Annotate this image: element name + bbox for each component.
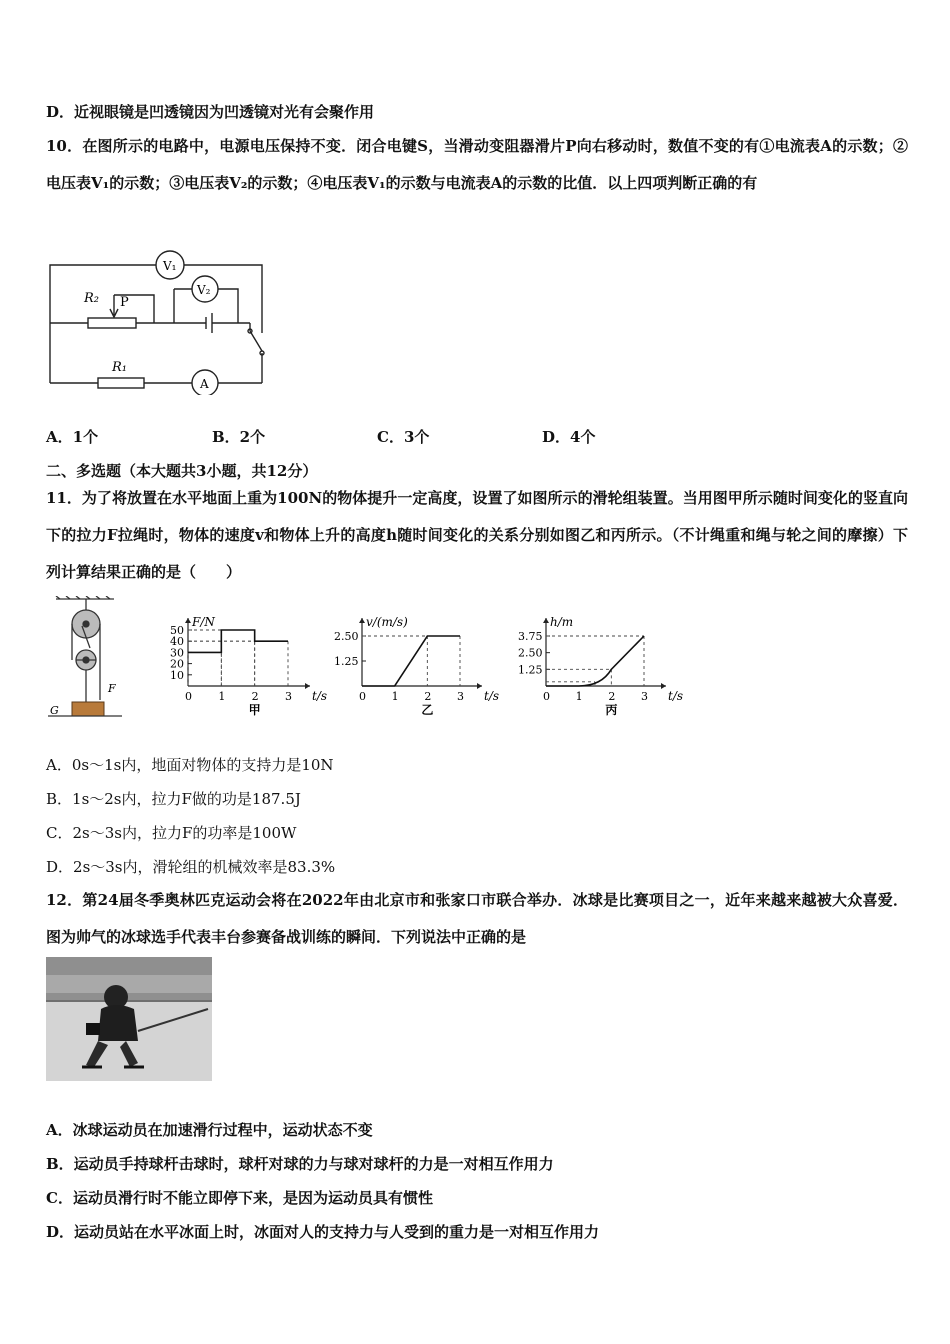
- r1-label: R₁: [112, 360, 127, 375]
- v2-label: V₂: [197, 283, 211, 297]
- y-axis-label: h/m: [550, 615, 574, 629]
- y-tick-label: 50: [170, 624, 184, 637]
- q12-option-c[interactable]: C．运动员滑行时不能立即停下来，是因为运动员具有惯性: [46, 1189, 433, 1207]
- series-line: [362, 636, 460, 686]
- y-tick-label: 10: [170, 668, 184, 682]
- v1-label: V₁: [163, 259, 177, 273]
- x-tick-label: 1: [575, 690, 583, 703]
- chart-title: 乙: [421, 703, 434, 716]
- p-label: P: [120, 295, 129, 310]
- graph-bing: [500, 610, 696, 716]
- x-tick-label: 0: [543, 690, 550, 703]
- x-tick-label: 0: [185, 690, 192, 703]
- x-tick-label: 3: [641, 690, 648, 703]
- chart-title: 丙: [605, 703, 618, 716]
- y-tick-label: 1.25: [334, 655, 359, 668]
- x-tick-label: 2: [424, 690, 432, 703]
- y-tick-label: 20: [170, 657, 184, 671]
- x-axis-label: t/s: [312, 689, 328, 703]
- q12-option-a[interactable]: A．冰球运动员在加速滑行过程中，运动状态不变: [46, 1121, 373, 1139]
- r2-label: R₂: [84, 291, 99, 306]
- y-axis-label: v/(m/s): [366, 615, 408, 629]
- x-tick-label: 3: [457, 690, 464, 703]
- q11-option-b[interactable]: B．1s～2s内，拉力F做的功是187.5J: [46, 790, 301, 808]
- x-axis-label: t/s: [484, 689, 500, 703]
- y-axis-label: F/N: [192, 615, 215, 629]
- q11-option-d[interactable]: D．2s～3s内，滑轮组的机械效率是83.3%: [46, 858, 336, 876]
- weight-block: [72, 702, 104, 716]
- y-tick-label: 3.75: [518, 630, 543, 643]
- y-tick-label: 30: [170, 646, 184, 660]
- y-tick-label: 1.25: [518, 663, 543, 677]
- q12-stem: 12．第24届冬季奥林匹克运动会将在2022年由北京市和张家口市联合举办．冰球是比赛项目之一，近年来越来越被大众喜爱．图为帅气的冰球选手代表丰台参赛备战训练的瞬间．下列说法中正确的是: [46, 891, 908, 946]
- q9-option-d: D．近视眼镜是凹透镜因为凹透镜对光有会聚作用: [46, 103, 375, 121]
- q12-option-d[interactable]: D．运动员站在水平冰面上时，冰面对人的支持力与人受到的重力是一对相互作用力: [46, 1223, 600, 1241]
- x-axis-label: t/s: [668, 689, 684, 703]
- y-tick-label: 2.50: [334, 630, 359, 643]
- chart-title: 甲: [248, 703, 261, 716]
- x-tick-label: 2: [251, 690, 259, 703]
- y-tick-label: 40: [170, 635, 184, 649]
- x-tick-label: 1: [218, 690, 226, 703]
- x-axis-arrow: [661, 683, 666, 689]
- q11-option-c[interactable]: C．2s～3s内，拉力F的功率是100W: [46, 824, 297, 842]
- q10-option-b[interactable]: B．2个: [212, 428, 266, 446]
- graph-jia: [160, 610, 340, 716]
- y-axis-arrow: [543, 618, 549, 623]
- series-line: [546, 636, 644, 686]
- x-tick-label: 3: [285, 690, 292, 703]
- q11-option-a[interactable]: A．0s～1s内，地面对物体的支持力是10N: [46, 756, 334, 774]
- graph-yi: [320, 610, 510, 716]
- q11-stem: 11．为了将放置在水平地面上重为100N的物体提升一定高度，设置了如图所示的滑轮组装置。当用图甲所示随时间变化的竖直向下的拉力F拉绳时，物体的速度v和物体上升的高度h随时间变化的关系分别如图乙和丙所示。（不计绳重和绳与轮之间的摩擦）下列计算结果正确的是（ ）: [46, 489, 908, 581]
- circuit-diagram: [44, 243, 274, 395]
- y-axis-arrow: [185, 618, 191, 623]
- q10-stem: 10．在图所示的电路中，电源电压保持不变．闭合电键S，当滑动变阻器滑片P向右移动时，数值不变的有①电流表A的示数；②电压表V₁的示数；③电压表V₂的示数；④电压表V₁的示数与电流表A的示数的比值．以上四项判断正确的有: [46, 137, 908, 192]
- x-axis-arrow: [477, 683, 482, 689]
- q12-option-b[interactable]: B．运动员手持球杆击球时，球杆对球的力与球对球杆的力是一对相互作用力: [46, 1155, 554, 1173]
- x-tick-label: 2: [608, 690, 616, 703]
- q10-option-a[interactable]: A．1个: [46, 428, 99, 446]
- q10-option-d[interactable]: D．4个: [542, 428, 596, 446]
- pulley-diagram: [46, 596, 126, 724]
- q10-option-c[interactable]: C．3个: [377, 428, 430, 446]
- x-tick-label: 0: [359, 690, 366, 703]
- ammeter-label: A: [200, 377, 209, 391]
- weight-label: G: [50, 704, 59, 717]
- section-heading: 二、多选题（本大题共3小题，共12分）: [46, 462, 318, 480]
- q10-options: [46, 426, 746, 448]
- hockey-photo: [46, 957, 212, 1081]
- x-axis-arrow: [305, 683, 310, 689]
- y-tick-label: 2.50: [518, 646, 543, 660]
- y-axis-arrow: [359, 618, 365, 623]
- force-label: F: [108, 682, 116, 695]
- x-tick-label: 1: [391, 690, 399, 703]
